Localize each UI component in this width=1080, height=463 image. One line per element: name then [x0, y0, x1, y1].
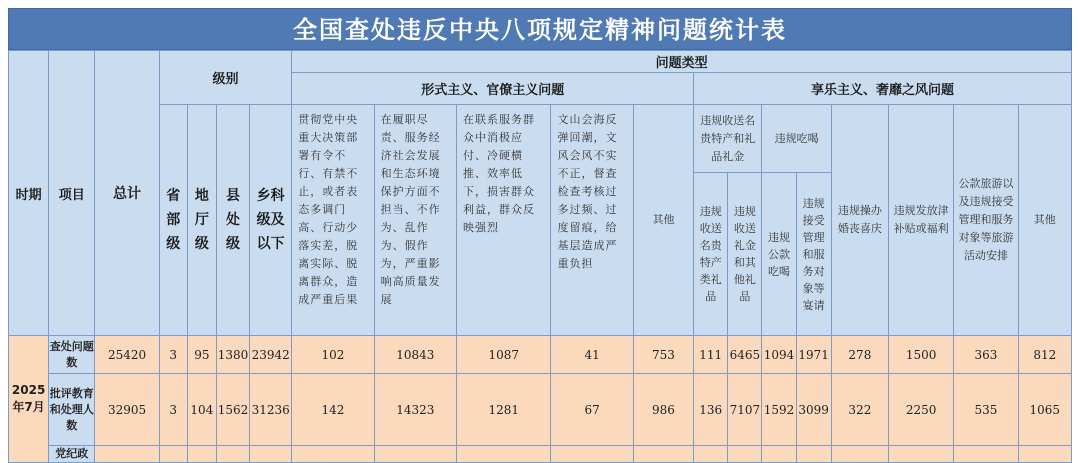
- header-level: 级别: [159, 51, 292, 105]
- cell: 23942: [250, 336, 292, 374]
- cell: [728, 446, 762, 463]
- cell: 136: [694, 374, 728, 446]
- formalism-col-1: 贯彻党中央重大决策部署有令不行、有禁不止，或者表态多调门高、行动少落实差，脱离实际、脱离群众，造成严重后果: [292, 105, 374, 336]
- cell: 1094: [762, 336, 796, 374]
- cell: 41: [551, 336, 633, 374]
- header-total: 总计: [95, 51, 159, 336]
- level-county: 县处级: [216, 105, 249, 336]
- gifts-group-header: 违规收送名贵特产和礼品礼金: [694, 105, 762, 173]
- cell: 31236: [250, 374, 292, 446]
- cell: [374, 446, 456, 463]
- table-title: 全国查处违反中央八项规定精神问题统计表: [8, 8, 1072, 50]
- cell: [796, 446, 831, 463]
- gifts-col-specialty: 违规收送名贵特产类礼品: [694, 173, 728, 336]
- statistics-table: [8, 50, 1072, 463]
- cell: [551, 446, 633, 463]
- gifts-col-cash: 违规收送礼金和其他礼品: [728, 173, 762, 336]
- formalism-col-3: 在联系服务群众中消极应付、冷硬横推、效率低下，损害群众利益，群众反映强烈: [457, 105, 551, 336]
- cell: [250, 446, 292, 463]
- cell: 142: [292, 374, 374, 446]
- cell: 1971: [796, 336, 831, 374]
- cell: 535: [954, 374, 1018, 446]
- hedonism-col-subsidies: 违规发放津补贴或福利: [889, 105, 954, 336]
- level-provincial: 省部级: [159, 105, 187, 336]
- header-formalism: 形式主义、官僚主义问题: [292, 73, 694, 105]
- cell: 753: [633, 336, 693, 374]
- cell: 1380: [216, 336, 249, 374]
- cell: 1087: [457, 336, 551, 374]
- cell: [292, 446, 374, 463]
- cell: [216, 446, 249, 463]
- cell-total: 25420: [95, 336, 159, 374]
- formalism-col-2: 在履职尽责、服务经济社会发展和生态环境保护方面不担当、不作为、乱作为、假作为，严重影响高质量发展: [374, 105, 456, 336]
- cell: 102: [292, 336, 374, 374]
- cell: 1065: [1018, 374, 1071, 446]
- cell: 3: [159, 374, 187, 446]
- cell: [159, 446, 187, 463]
- cell: 3099: [796, 374, 831, 446]
- period-cell: 2025年7月: [9, 336, 49, 463]
- cell: [694, 446, 728, 463]
- eating-col-banquet: 违规接受管理和服务对象等宴请: [796, 173, 831, 336]
- cell: 812: [1018, 336, 1071, 374]
- cell: [889, 446, 954, 463]
- cell: 1592: [762, 374, 796, 446]
- header-period: 时期: [9, 51, 49, 336]
- cell: 10843: [374, 336, 456, 374]
- cell: 95: [187, 336, 216, 374]
- level-prefectural: 地厅级: [187, 105, 216, 336]
- cell-total: 32905: [95, 374, 159, 446]
- cell: 986: [633, 374, 693, 446]
- cell: [457, 446, 551, 463]
- cell-total: [95, 446, 159, 463]
- header-problem-type: 问题类型: [292, 51, 1072, 73]
- cell: [762, 446, 796, 463]
- cell: 104: [187, 374, 216, 446]
- formalism-col-4: 文山会海反弹回潮，文风会风不实不正，督查检查考核过多过频、过度留痕，给基层造成严重负担: [551, 105, 633, 336]
- cell: 7107: [728, 374, 762, 446]
- cell: 322: [831, 374, 888, 446]
- formalism-col-other: 其他: [633, 105, 693, 336]
- cell: 363: [954, 336, 1018, 374]
- hedonism-col-travel: 公款旅游以及违规接受管理和服务对象等旅游活动安排: [954, 105, 1018, 336]
- row-label: 批评教育和处理人数: [49, 374, 95, 446]
- hedonism-col-other: 其他: [1018, 105, 1071, 336]
- cell: [187, 446, 216, 463]
- header-item: 项目: [49, 51, 95, 336]
- cell: 1281: [457, 374, 551, 446]
- eating-group-header: 违规吃喝: [762, 105, 831, 173]
- cell: 1500: [889, 336, 954, 374]
- cell: 1562: [216, 374, 249, 446]
- table-row: [9, 336, 1072, 374]
- hedonism-col-weddings: 违规操办婚丧喜庆: [831, 105, 888, 336]
- row-label: 查处问题数: [49, 336, 95, 374]
- level-township: 乡科级及以下: [250, 105, 292, 336]
- cell: 278: [831, 336, 888, 374]
- cell: 6465: [728, 336, 762, 374]
- cell: [954, 446, 1018, 463]
- cell: 67: [551, 374, 633, 446]
- cell: 3: [159, 336, 187, 374]
- table-row: [9, 374, 1072, 446]
- eating-col-public: 违规公款吃喝: [762, 173, 796, 336]
- cell: 111: [694, 336, 728, 374]
- table-row: [9, 446, 1072, 463]
- cell: [831, 446, 888, 463]
- cell: [633, 446, 693, 463]
- header-hedonism: 享乐主义、奢靡之风问题: [694, 73, 1072, 105]
- cell: 14323: [374, 374, 456, 446]
- cell: [1018, 446, 1071, 463]
- row-label: 党纪政: [49, 446, 95, 463]
- cell: 2250: [889, 374, 954, 446]
